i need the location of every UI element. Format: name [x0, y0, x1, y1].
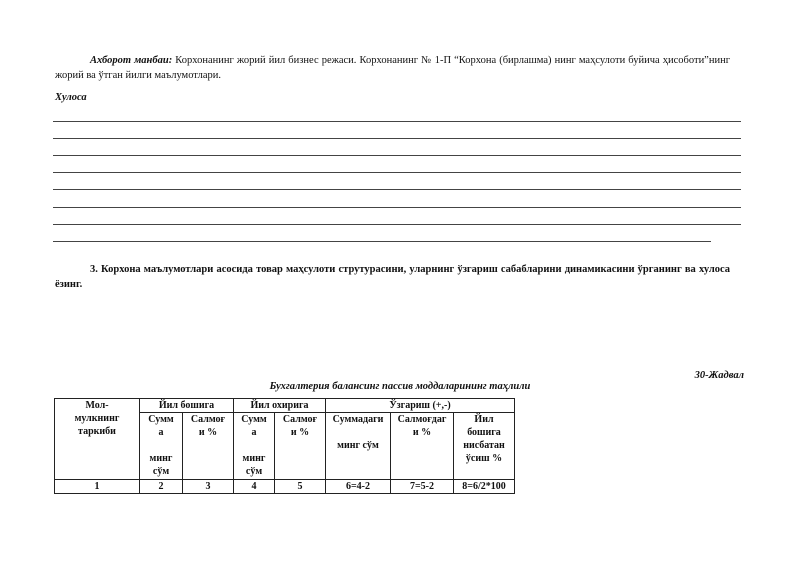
answer-line [53, 189, 741, 190]
col-growth: Йил бошига нисбатан ўсиш % [454, 413, 515, 480]
table-cell: 2 [140, 480, 183, 494]
table-cell: 4 [234, 480, 275, 494]
table-cell: 1 [55, 480, 140, 494]
task-paragraph [55, 262, 730, 292]
col-group-end-year: Йил охирига [234, 399, 326, 413]
answer-line [53, 224, 741, 225]
conclusion-label: Хулоса [55, 92, 87, 103]
answer-line [53, 121, 741, 122]
answer-line [53, 155, 741, 156]
table-number: 30-Жадвал [694, 370, 744, 381]
table-title: Бухгалтерия балансинг пассив моддаларининг таҳлили [269, 381, 531, 392]
col-sum-change: Суммадаги минг сўм [326, 413, 391, 480]
source-label: Ахборот манбаи: [90, 55, 173, 66]
col-property-composition: Мол- мулкнинг таркиби [55, 399, 140, 480]
answer-line [53, 138, 741, 139]
source-text: Корхонанинг жорий йил бизнес режаси. Корхонанинг № 1-П “Корхона (бирлашма) нинг маҳсулоти буйича ҳисоботи”нинг жорий ва ўтган йилги маълумотлари. [55, 55, 731, 81]
table-cell: 8=6/2*100 [454, 480, 515, 494]
col-share-change: Салмоғдаг и % [391, 413, 454, 480]
col-group-change: Ўзгариш (+,-) [326, 399, 515, 413]
table-header-row [55, 399, 515, 413]
task-text: 3. Корхона маълумотлари асосида товар маҳсулоти струтурасини, уларнинг ўзгариш сабабларини динамикасини ўрганинг ва хулоса ёзинг. [55, 264, 730, 290]
table-cell: 3 [183, 480, 234, 494]
table-cell: 5 [275, 480, 326, 494]
source-paragraph [55, 53, 730, 83]
col-end-sum: Сумм а минг сўм [234, 413, 275, 480]
col-start-share: Салмоғ и % [183, 413, 234, 480]
col-start-sum: Сумм а минг сўм [140, 413, 183, 480]
table-row [55, 480, 515, 494]
answer-line [53, 207, 741, 208]
answer-line [53, 172, 741, 173]
col-group-start-year: Йил бошига [140, 399, 234, 413]
answer-line [53, 241, 711, 242]
col-end-share: Салмоғ и % [275, 413, 326, 480]
table-cell: 6=4-2 [326, 480, 391, 494]
analysis-table [54, 398, 515, 494]
table-cell: 7=5-2 [391, 480, 454, 494]
